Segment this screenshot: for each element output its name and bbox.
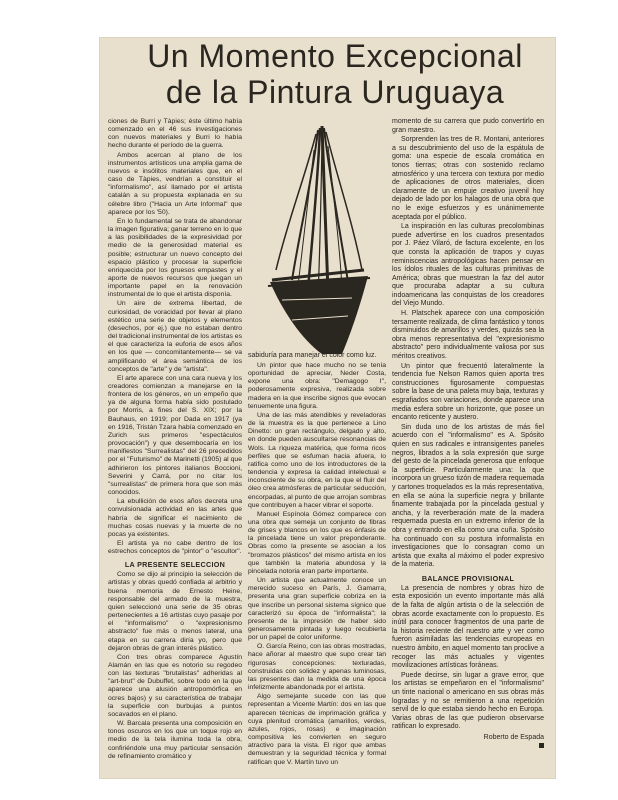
artwork-illustration: [252, 110, 384, 358]
paragraph: Un pintor que frecuentó lateralmente la tendencia fue Nelson Ramos quien aporta tres construcciones figurosamente compuestas sobre la base de una paleta muy baja, texturas y esgrafiados son variaciones, donde aparece una media esfera sobre un horizonte, que posee un encanto reticente y austero.: [392, 362, 544, 422]
paragraph: Algo semejante sucede con las que representan a Vicente Martín: dos en las que aparecen técnicas de imprimación gráfica y cuya plenitud cromática (amarillos, verdes, azules, rojos, rosas) e imaginación compositiva les convierten en seguro atractivo para la vista. El rigor que ambas demuestran y la seguridad técnica y formal ratifican que V. Martín tuvo un: [248, 693, 386, 766]
paragraph: El arte aparece con una cara nueva y los creadores comienzan a manejarse en la frontera de los géneros, en un empeño que ya de alguna forma había sido postulado por Morris, a fines del S. XIX; por la Bauhaus, en 1919; por Dada en 1917 (ya en 1916, Tristán Tzara había comenzado en Zurich sus primeros "espectáculos provocación") y que desembocaría en los manifiestos "Surrealistas" del 26 precedidos por el "Futurismo" de Marinetti (1905) al que adhirieron los pintores italianos Boccioni, Severini y Carrá, por no citar los "surrealistas" de primera hora que son más conocidos.: [108, 374, 242, 497]
paragraph: O. García Reino, con las obras mostradas, hace añorar al maestro que supo crear tan rigurosas concepciones: texturadas, construidas con solidez y apenas luminosas, las presentes dan la medida de una época infelizmente abandonada por el artista.: [248, 643, 386, 692]
section-heading: LA PRESENTE SELECCION: [124, 560, 226, 570]
paragraph: Una de las más atendibles y reveladoras de la muestra es la que pertenece a Lino Dinetto: un gran rectángulo, delgado y alto, en donde pueden auscultarse resonancias de Wols. La riqueza matérica, que forma ricos perfiles que se esfuman hacia afuera, lo ratifica como uno de los introductores de la tendencia y expresa la calidad intelectual e inconsciente de su obra, en la que el fluir del óleo crea atmósferas de particular seducción, encorpadas, al punto de que arrojan sombras que contribuyen a hacer vibrar el soporte.: [248, 411, 386, 509]
column-3: [392, 118, 544, 751]
article-title: [120, 38, 550, 110]
paragraph: Sorprenden las tres de R. Montani, anteriores a su descubrimiento del uso de la espátula de goma: una especie de escala cromática en tonos tierras; otras con sostenido reclamo atmosférico y una tercera con textura por medio de aplicaciones de otros materiales, dicen claramente de un empuje creativo juvenil hoy dejado de lado por los halagos de una obra que no le exige esfuerzos y es unánimemente aceptada por el público.: [392, 136, 544, 221]
paragraph: ciones de Burri y Tàpies; éste último había comenzado en el 46 sus investigaciones con nuevos materiales y Burri lo había hecho durante el período de la guerra.: [108, 118, 242, 150]
column-1: [108, 118, 242, 762]
paragraph: Como se dijo al principio la selección de artistas y obras quedó confiada al arbitrio y buena memoria de Ernesto Heine, responsable del armado de la muestra, quien seleccionó una serie de 35 obras pertenecientes a 16 artistas cuyo pasaje por el "informalismo" o "expresionismo abstracto" fue más o menos lateral, una etapa en su carrera diría yo, pero que dejaron obras de gran interés plástico.: [108, 571, 242, 652]
paragraph: Puede decirse, sin lugar a grave error, que los artistas se empeñaron en el "informalismo" un tinte nacional o americano en sus obras más logradas y no se remitieron a una repetición servil de lo que estaba siendo hecho en Europa. Varias obras de las que pudieron observarse ratifican lo expresado.: [392, 671, 544, 731]
paragraph: momento de su carrera que pudo convertirlo en gran maestro.: [392, 118, 544, 134]
paragraph: Ambos acercan al plano de los instrumentos artísticos una amplia gama de nuevos e insólitos materiales que, en el caso de Tàpies, vendrían a constituir el "informalismo", así llamado por el artista catalán a su propuesta explanada en su célebre libro ("Hacia un Arte Informal" que aparece por los '50).: [108, 151, 242, 216]
paragraph: El artista ya no cabe dentro de los estrechos conceptos de "pintor" o "escultor".: [108, 539, 242, 556]
paragraph: Manuel Espínola Gómez comparece con una obra que semeja un conjunto de fibras de grises y blancos en los que es énfasis de la pincelada tiene un valor preponderante. Obras como la presente se asocian a los "bromazos plásticos" del mismo artista en los que también la materia abundosa y la pincelada notoria eran parte importante.: [248, 510, 386, 575]
author-signature: [392, 734, 544, 743]
end-of-article-mark: [539, 743, 544, 748]
paragraph: H. Platschek aparece con una composición tersamente realizada, de clima fantástico y tonos disminuidos de amarillos y verdes, quizás sea la obra menos representativa del "expresionismo abstracto" pero individualmente valiosa por sus méritos creativos.: [392, 310, 544, 361]
newspaper-clipping: [100, 38, 555, 778]
paragraph: La ebullición de esos años decreta una convulsionada actividad en las artes que habría de significar el nacimiento de muchas cosas nuevas y la muerte de no pocas ya existentes.: [108, 498, 242, 538]
paragraph: Sin duda uno de los artistas de más fiel acuerdo con el "informalismo" es A. Spósito quien en sus radicales e intransigentes paneles negros, librados a la sola expresión que surge del gesto de la pincelada generosa que enfoque la superficie. Particularmente una: la que incorpora un grueso tizón de madera requemada y cartones troquelados es la más representativa, en ella se aúna la superficie negra y brillante finamente trabajada por la pincelada gestual y ancha, y la reverberación mate de la madera requemada puesta en un extremo inferior de la obra y entrando en ella como una cuña. Spósito ha continuado con su postura informalista en investigaciones que lo consagran como un artista que exalta al máximo el poder expresivo de la materia.: [392, 423, 544, 569]
paragraph: W. Barcala presenta una composición en tonos oscuros en los que un toque rojo en medio de la tela ilumina toda la obra, confiriéndole una muy particular sensación de refinamiento cromático y: [108, 720, 242, 760]
column-2: [248, 362, 386, 768]
paragraph: Con tres obras comparece Agustín Alamán en las que es notorio su regodeo con las texturas "brutalistas" adheridas al "art-brut" de Dubuffet, sobre todo en la que aparece una alusión antropomórfica en ocres bajos) y su característica de trabajar la superficie con burbujas a puntos socavados en el plano.: [108, 653, 242, 718]
paragraph: Un artista que actualmente conoce un merecido suceso en París, J. Gamarra, presenta una gran superficie cobriza en la que inscribe un personal sistema sígnico que caracterizó su época de "informalista"; la presente de la impresión de haber sido generosamente pintada y luego recubierta por un papel de color uniforme.: [248, 577, 386, 642]
paragraph: Un aire de extrema libertad, de curiosidad, de voracidad por llevar al plano estético una serie de objetos y elementos (desechos, por ej.) que no estaban dentro del tradicional instrumental de los artistas es el que caracteriza la euforia de esos años en los que — concomitantemente— se va amplificando el área semántica de los conceptos de "arte" y de "artista".: [108, 300, 242, 373]
paragraph: Un pintor que hace mucho no se tenía oportunidad de apreciar, Neder Costa, expone una obra: "Demagogo I", poderosamente expresiva, realizada sobre madera en la que inscribe signos que evocan tenuemente una figura.: [248, 362, 386, 410]
section-heading: BALANCE PROVISIONAL: [421, 573, 515, 583]
image-caption: sabiduría para manejar el color como luz.: [248, 352, 377, 359]
paragraph: La inspiración en las culturas precolombinas puede advertirse en los cuadros presentados por J. Páez Vilaró, de factura excelente, en los que consta la aplicación de trapos y cuyas reminiscencias antropológicas hacen pensar en los ídolos rituales de las culturas primitivas de América; obras que muestran la faz del autor que procuraba adaptar a su cultura indoamericana las conquistas de los creadores del Viejo Mundo.: [392, 223, 544, 308]
paragraph: En lo fundamental se trata de abandonar la imagen figurativa; ganar terreno en lo que a las posibilidades de la expresividad por medio de la generosidad material es posible; estructurar un nuevo concepto del espacio plástico y procesar la superficie enriquecida por los gruesos empastes y el aporte de nuevos recursos que juegan un importante papel en la renovación instrumental de lo que el artista disponía.: [108, 217, 242, 299]
author-name: Roberto de Espada: [483, 733, 544, 741]
paragraph: La presencia de nombres y obras hizo de esta exposición un evento importante más allá de la falta de algún artista o de la selección de obras acorde exactamente con lo propuesto. Es inútil para conocer fragmentos de una parte de la historia reciente del nuestro arte y ver como fueron asimiladas las tendencias europeas en nuestro ámbito, en aquel momento tan proclive a recoger las más actuales y vigentes movilizaciones artísticas foráneas.: [392, 584, 544, 670]
title-line-1: Un Momento Excepcional: [147, 38, 523, 74]
title-line-2: de la Pintura Uruguaya: [165, 74, 505, 110]
